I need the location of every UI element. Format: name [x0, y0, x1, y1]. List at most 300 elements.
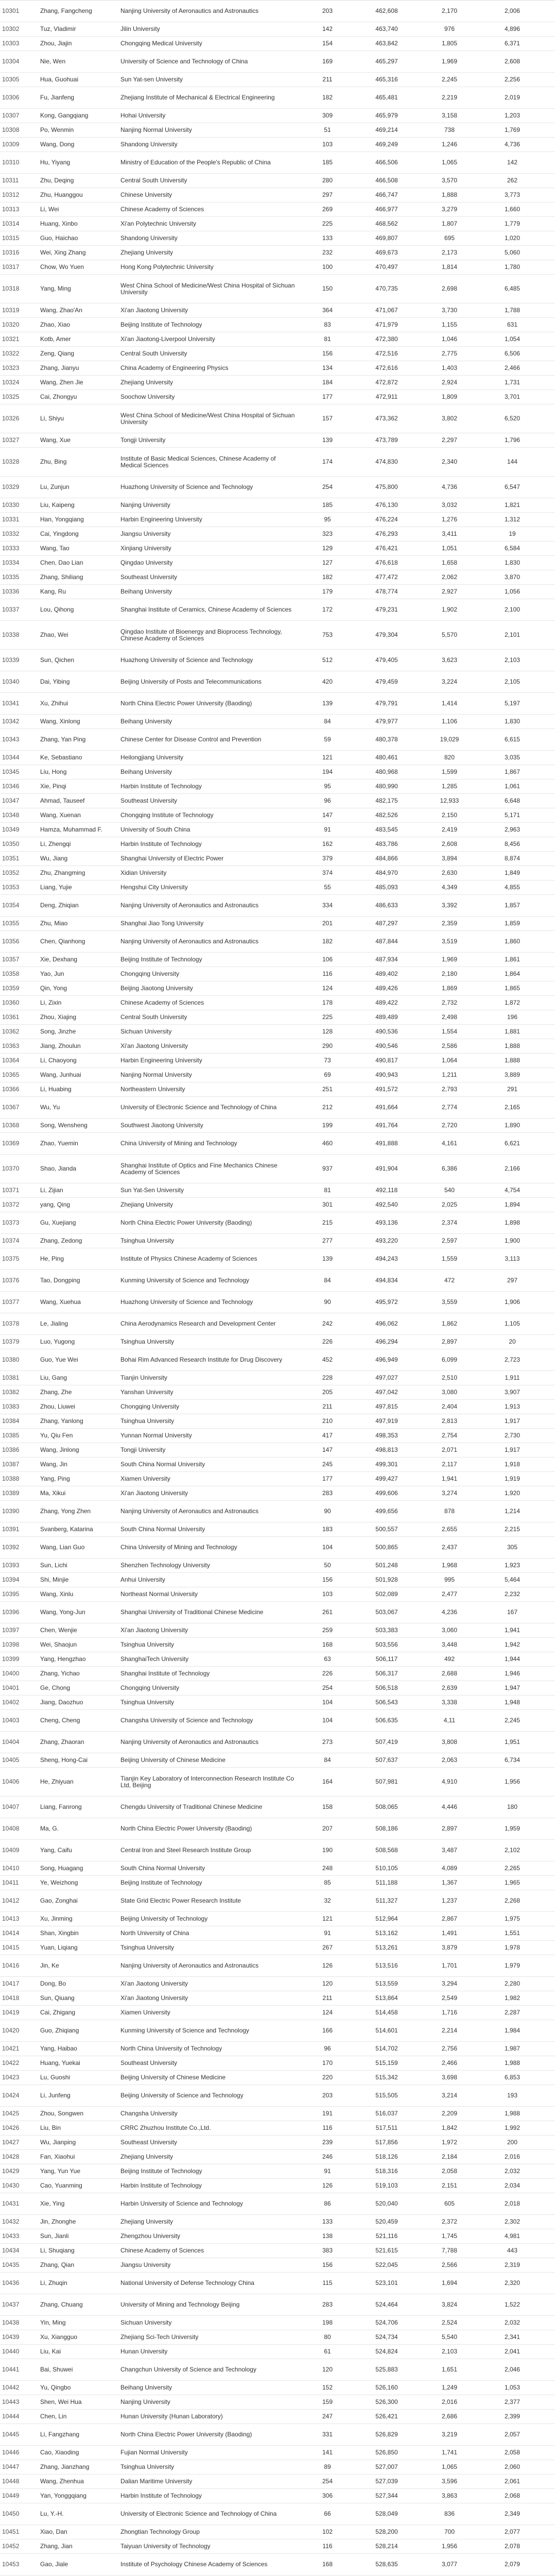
metric-b-value: 3,519	[441, 938, 458, 945]
author-name: Cai, Yingdong	[40, 531, 79, 537]
institution-name: Harbin Institute of Technology	[120, 2182, 202, 2189]
table-row	[0, 765, 555, 779]
metric-b-value: 2,698	[441, 285, 458, 292]
metric-b-value: 2,150	[441, 812, 458, 819]
institution-name: Harbin Institute of Technology	[120, 783, 202, 790]
row-id: 10416	[2, 1962, 20, 1969]
author-name: Huang, Xinbo	[40, 221, 78, 227]
author-name: Shi, Minjie	[40, 1577, 69, 1583]
table-row	[0, 1414, 555, 1429]
metric-a-value: 503,556	[375, 1641, 398, 1648]
table-row	[0, 852, 555, 866]
score-value: 177	[322, 394, 333, 400]
metric-c-value: 180	[507, 1804, 518, 1810]
institution-name: Qingdao University	[120, 560, 173, 566]
metric-a-value: 469,214	[375, 127, 398, 133]
metric-a-value: 469,673	[375, 249, 398, 256]
metric-c-value: 6,734	[504, 1757, 521, 1764]
table-row	[0, 2042, 555, 2056]
institution-name: Chongqing Medical University	[120, 40, 202, 47]
score-value: 84	[324, 1757, 331, 1764]
metric-a-value: 515,159	[375, 2060, 398, 2066]
metric-a-value: 493,136	[375, 1219, 398, 1226]
table-row	[0, 1385, 555, 1400]
author-name: Chen, Dao Lian	[40, 560, 83, 566]
author-name: Deng, Zhiqian	[40, 902, 79, 909]
metric-c-value: 1,988	[504, 2060, 521, 2066]
table-row	[0, 347, 555, 361]
metric-b-value: 4,236	[441, 1609, 458, 1616]
row-id: 10312	[2, 192, 20, 198]
metric-a-value: 511,327	[375, 1897, 398, 1904]
author-name: Shao, Jianda	[40, 1165, 77, 1172]
author-name: Zhang, Zedong	[40, 1238, 82, 1244]
author-name: Zhang, Yanlong	[40, 1418, 83, 1425]
metric-b-value: 3,894	[441, 855, 458, 862]
metric-b-value: 3,879	[441, 1944, 458, 1951]
row-id: 10370	[2, 1165, 20, 1172]
metric-c-value: 1,551	[504, 1930, 521, 1937]
metric-c-value: 6,547	[504, 484, 521, 490]
metric-c-value: 1,911	[505, 1375, 520, 1381]
score-value: 100	[322, 264, 333, 270]
metric-c-value: 1,859	[504, 920, 521, 927]
table-row	[0, 585, 555, 599]
score-value: 247	[322, 2413, 333, 2420]
score-value: 210	[322, 1418, 333, 1425]
metric-b-value: 3,224	[441, 679, 458, 685]
author-name: Gao, Zonghai	[40, 1897, 78, 1904]
row-id: 10369	[2, 1140, 20, 1147]
table-row	[0, 1458, 555, 1472]
metric-a-value: 527,344	[375, 2493, 398, 2499]
table-row	[0, 217, 555, 231]
author-name: Wang, Zhao'An	[40, 307, 82, 314]
author-name: Li, Shuqiang	[40, 2247, 75, 2254]
row-id: 10308	[2, 127, 20, 133]
score-value: 203	[322, 2092, 333, 2099]
author-name: Yang, Ping	[40, 1476, 70, 1482]
metric-c-value: 631	[507, 321, 518, 328]
metric-c-value: 1,978	[504, 1944, 521, 1951]
institution-name: University of Electronic Science and Technology of China	[120, 1104, 277, 1111]
table-row	[0, 1486, 555, 1501]
institution-name: China University of Mining and Technology	[120, 1140, 237, 1147]
metric-b-value: 3,863	[441, 2493, 458, 2499]
score-value: 183	[322, 1526, 333, 1533]
metric-a-value: 506,317	[375, 1670, 398, 1677]
metric-b-value: 472	[444, 1277, 455, 1284]
institution-name: Zhejiang Institute of Mechanical & Electrical Engineering	[120, 94, 275, 101]
metric-b-value: 4,910	[441, 1778, 458, 1785]
table-row	[0, 1876, 555, 1890]
author-name: Yu, Qingbo	[40, 2384, 71, 2391]
author-name: Chen, Lin	[40, 2413, 67, 2420]
score-value: 261	[322, 1609, 333, 1616]
metric-b-value: 2,655	[441, 1526, 458, 1533]
score-value: 127	[322, 560, 333, 566]
metric-a-value: 486,633	[375, 902, 398, 909]
author-name: Ke, Sebastiano	[40, 754, 82, 761]
metric-b-value: 1,155	[441, 321, 458, 328]
table-row	[0, 303, 555, 318]
row-id: 10372	[2, 1201, 20, 1208]
institution-name: Zhejiang Sci-Tech University	[120, 2334, 199, 2341]
institution-name: Beijing University of Chinese Medicine	[120, 1757, 226, 1764]
score-value: 142	[322, 26, 333, 32]
metric-b-value: 2,219	[441, 94, 458, 101]
table-row	[0, 1573, 555, 1587]
metric-c-value: 1,203	[504, 112, 521, 119]
table-row	[0, 794, 555, 808]
metric-b-value: 1,956	[441, 2543, 458, 2550]
author-name: Zhang, Jianyu	[40, 365, 79, 371]
row-id: 10398	[2, 1641, 20, 1648]
metric-c-value: 3,773	[504, 192, 521, 198]
metric-b-value: 1,694	[441, 2280, 458, 2286]
institution-name: Sun Yat-sen University	[120, 76, 183, 83]
row-id: 10319	[2, 307, 20, 314]
table-row	[0, 73, 555, 87]
score-value: 138	[322, 2233, 333, 2240]
score-value: 283	[322, 1490, 333, 1497]
metric-c-value: 1,888	[504, 1057, 521, 1064]
institution-name: Northeast Normal University	[120, 1591, 198, 1598]
institution-name: ShanghaiTech University	[120, 1656, 189, 1663]
metric-a-value: 491,572	[375, 1086, 398, 1093]
row-id: 10421	[2, 2045, 20, 2052]
metric-c-value: 2,730	[504, 1432, 521, 1439]
table-row	[0, 37, 555, 51]
metric-b-value: 1,701	[441, 1962, 458, 1969]
institution-name: Chinese Academy of Sciences	[120, 999, 204, 1006]
row-id: 10339	[2, 657, 20, 664]
metric-c-value: 8,456	[504, 841, 521, 848]
score-value: 85	[324, 1879, 331, 1886]
metric-a-value: 465,297	[375, 58, 398, 65]
author-name: Svanberg, Katarina	[40, 1526, 93, 1533]
metric-b-value: 2,754	[441, 1432, 458, 1439]
institution-name: Huazhong University of Science and Technology	[120, 657, 253, 664]
metric-c-value: 196	[507, 1014, 518, 1021]
author-name: Hua, Guohuai	[40, 76, 79, 83]
author-name: Guo, Yue Wei	[40, 1357, 78, 1363]
metric-a-value: 490,943	[375, 1072, 398, 1078]
metric-c-value: 1,867	[504, 769, 521, 775]
institution-name: Zhejiang University	[120, 2154, 174, 2160]
metric-a-value: 506,518	[375, 1685, 398, 1691]
institution-name: Sun Yat-Sen University	[120, 1187, 184, 1194]
score-value: 420	[322, 679, 333, 685]
author-name: Sun, Qiuang	[40, 1995, 75, 2002]
score-value: 121	[322, 1916, 333, 1922]
table-row	[0, 2006, 555, 2020]
score-value: 254	[322, 2478, 333, 2485]
metric-c-value: 1,918	[504, 1461, 521, 1468]
score-value: 301	[322, 1201, 333, 1208]
metric-c-value: 1,984	[504, 2027, 521, 2034]
metric-a-value: 489,402	[375, 971, 398, 977]
metric-a-value: 518,126	[375, 2154, 398, 2160]
metric-b-value: 1,807	[441, 221, 458, 227]
metric-c-value: 1,959	[504, 1825, 521, 1832]
metric-a-value: 489,489	[375, 1014, 398, 1021]
author-name: Jin, Ke	[40, 1962, 59, 1969]
metric-a-value: 496,949	[375, 1357, 398, 1363]
metric-a-value: 521,615	[375, 2247, 398, 2254]
table-row	[0, 390, 555, 404]
metric-c-value: 6,520	[504, 415, 521, 422]
author-name: Wu, Jianping	[40, 2139, 76, 2146]
metric-b-value: 3,032	[441, 502, 458, 509]
score-value: 215	[322, 1219, 333, 1226]
row-id: 10405	[2, 1757, 20, 1764]
row-id: 10412	[2, 1897, 20, 1904]
author-name: Zhao, Yuemin	[40, 1140, 78, 1147]
author-name: Li, Zixin	[40, 999, 62, 1006]
metric-c-value: 1,987	[504, 2045, 521, 2052]
author-name: Li, Fangzhang	[40, 2431, 80, 2438]
row-id: 10303	[2, 40, 20, 47]
row-id: 10394	[2, 1577, 20, 1583]
score-value: 331	[322, 2431, 333, 2438]
author-name: Zhang, Jianzhang	[40, 2464, 90, 2470]
metric-b-value: 3,392	[441, 902, 458, 909]
institution-name: Anhui University	[120, 1577, 165, 1583]
metric-a-value: 494,243	[375, 1256, 398, 1262]
score-value: 116	[322, 2125, 333, 2131]
institution-name: Beijing Institute of Technology	[120, 321, 202, 328]
table-row	[0, 1335, 555, 1349]
metric-b-value: 2,793	[441, 1086, 458, 1093]
metric-c-value: 1,522	[504, 2301, 521, 2308]
institution-name: Xi'an Jiaotong University	[120, 1627, 188, 1634]
metric-c-value: 262	[507, 177, 518, 184]
score-value: 306	[322, 2493, 333, 2499]
metric-a-value: 477,472	[375, 574, 398, 581]
institution-name: Tsinghua University	[120, 1238, 175, 1244]
score-value: 162	[322, 841, 333, 848]
metric-b-value: 492	[444, 1656, 455, 1663]
metric-b-value: 3,487	[441, 1847, 458, 1854]
author-name: Zhu, Bing	[40, 459, 67, 465]
metric-b-value: 2,340	[441, 459, 458, 465]
author-name: Xu, Zhihui	[40, 700, 68, 707]
institution-name: Beijing University of Posts and Telecommunications	[120, 679, 262, 685]
metric-b-value: 995	[444, 1577, 455, 1583]
metric-c-value: 1,979	[504, 1962, 521, 1969]
table-row	[0, 1068, 555, 1082]
institution-name: Nanjing University of Aeronautics and Astronautics	[120, 1508, 259, 1515]
metric-b-value: 1,888	[441, 192, 458, 198]
table-row	[0, 1941, 555, 1955]
table-row	[0, 1400, 555, 1414]
score-value: 134	[322, 365, 333, 371]
author-name: Nie, Wen	[40, 58, 66, 65]
row-id: 10441	[2, 2366, 20, 2373]
institution-name: Northeastern University	[120, 1086, 185, 1093]
row-id: 10350	[2, 841, 20, 848]
author-name: Hamza, Muhammad F.	[40, 826, 102, 833]
row-id: 10351	[2, 855, 20, 862]
metric-a-value: 479,231	[375, 606, 398, 613]
metric-a-value: 465,316	[375, 76, 398, 83]
institution-name: Chinese University	[120, 192, 172, 198]
metric-c-value: 1,830	[504, 718, 521, 725]
metric-a-value: 476,130	[375, 502, 398, 509]
author-name: Fu, Jianfeng	[40, 94, 75, 101]
institution-name: Tianjin Key Laboratory of Interconnection Research Institute Co Ltd, Beijing	[120, 1775, 294, 1789]
row-id: 10361	[2, 1014, 20, 1021]
table-row	[0, 2121, 555, 2136]
institution-name: Southeast University	[120, 2139, 178, 2146]
institution-name: Southeast University	[120, 574, 178, 581]
table-row	[0, 1234, 555, 1248]
score-value: 198	[322, 2319, 333, 2326]
table-row	[0, 404, 555, 433]
row-id: 10417	[2, 1980, 20, 1987]
row-id: 10356	[2, 938, 20, 945]
metric-b-value: 1,599	[441, 769, 458, 775]
author-name: Xu, Xiangguo	[40, 2334, 78, 2341]
author-name: Cai, Zhigang	[40, 2009, 76, 2016]
metric-c-value: 1,913	[504, 1403, 521, 1410]
score-value: 120	[322, 2366, 333, 2373]
score-value: 81	[324, 336, 331, 343]
institution-name: Sichuan University	[120, 1028, 172, 1035]
metric-b-value: 1,972	[441, 2139, 458, 2146]
author-name: Zhang, Zhaoran	[40, 1739, 84, 1745]
metric-c-value: 1,864	[504, 971, 521, 977]
metric-c-value: 5,060	[504, 249, 521, 256]
author-name: Yu, Qiu Fen	[40, 1432, 73, 1439]
metric-c-value: 2,319	[504, 2262, 521, 2268]
institution-name: Beihang University	[120, 718, 172, 725]
author-name: Zhang, Jian	[40, 2543, 73, 2550]
row-id: 10331	[2, 516, 20, 523]
row-id: 10343	[2, 736, 20, 743]
institution-name: Taiyuan University of Technology	[120, 2543, 211, 2550]
institution-name: Zhengzhou University	[120, 2233, 181, 2240]
score-value: 168	[322, 1641, 333, 1648]
author-name: Zhou, Liuwei	[40, 1403, 76, 1410]
row-id: 10390	[2, 1508, 20, 1515]
metric-b-value: 2,608	[441, 841, 458, 848]
metric-c-value: 2,963	[504, 826, 521, 833]
table-row	[0, 498, 555, 513]
table-row	[0, 1667, 555, 1681]
metric-b-value: 1,902	[441, 606, 458, 613]
metric-b-value: 3,570	[441, 177, 458, 184]
author-name: Wei, Shaojun	[40, 1641, 77, 1648]
metric-b-value: 3,279	[441, 206, 458, 213]
metric-a-value: 518,316	[375, 2168, 398, 2175]
institution-name: Harbin Engineering University	[120, 516, 202, 523]
metric-c-value: 2,101	[504, 632, 521, 638]
row-id: 10374	[2, 1238, 20, 1244]
table-row	[0, 556, 555, 570]
score-value: 283	[322, 2301, 333, 2308]
metric-c-value: 1,861	[504, 956, 521, 963]
metric-b-value: 1,106	[441, 718, 458, 725]
table-row	[0, 779, 555, 794]
table-row	[0, 202, 555, 217]
institution-name: North China Electric Power University (Baoding)	[120, 2431, 252, 2438]
author-name: Yang, Haibao	[40, 2045, 77, 2052]
metric-b-value: 2,058	[441, 2168, 458, 2175]
table-row	[0, 1010, 555, 1025]
metric-b-value: 2,466	[441, 2060, 458, 2066]
metric-b-value: 6,099	[441, 1357, 458, 1363]
table-row	[0, 1371, 555, 1385]
metric-b-value: 1,842	[441, 2125, 458, 2131]
institution-name: Shanghai Institute of Technology	[120, 1670, 210, 1677]
author-name: Qin, Yong	[40, 985, 67, 992]
table-row	[0, 2381, 555, 2395]
score-value: 96	[324, 798, 331, 804]
table-row	[0, 2424, 555, 2446]
institution-name: University of Mining and Technology Beijing	[120, 2301, 240, 2308]
metric-c-value: 2,245	[504, 1717, 521, 1724]
institution-name: Beijing Institute of Technology	[120, 2168, 202, 2175]
author-name: Wang, Dong	[40, 141, 75, 148]
row-id: 10305	[2, 76, 20, 83]
metric-c-value: 2,041	[504, 2348, 521, 2355]
row-id: 10311	[2, 177, 19, 184]
author-name: Yang, Yun Yue	[40, 2168, 81, 2175]
metric-a-value: 474,830	[375, 459, 398, 465]
table-row	[0, 917, 555, 931]
metric-b-value: 2,063	[441, 1757, 458, 1764]
table-row	[0, 376, 555, 390]
metric-b-value: 2,524	[441, 2319, 458, 2326]
score-value: 103	[322, 141, 333, 148]
institution-name: Beijing University of Technology	[120, 1916, 208, 1922]
metric-c-value: 2,100	[504, 606, 521, 613]
metric-a-value: 503,067	[375, 1609, 398, 1616]
institution-name: Chongqing University	[120, 1685, 180, 1691]
row-id: 10420	[2, 2027, 20, 2034]
metric-c-value: 1,780	[504, 264, 521, 270]
row-id: 10436	[2, 2280, 20, 2286]
metric-a-value: 508,568	[375, 1847, 398, 1854]
table-row	[0, 2539, 555, 2554]
metric-a-value: 515,342	[375, 2074, 398, 2081]
score-value: 226	[322, 1338, 333, 1345]
score-value: 191	[322, 2110, 333, 2117]
metric-a-value: 469,807	[375, 235, 398, 242]
institution-name: Harbin Institute of Technology	[120, 2493, 202, 2499]
institution-name: Chinese Academy of Sciences	[120, 206, 204, 213]
metric-a-value: 462,608	[375, 8, 398, 14]
institution-name: Chengdu University of Traditional Chinese Medicine	[120, 1804, 263, 1810]
metric-c-value: 2,349	[504, 2511, 521, 2517]
table-row	[0, 1522, 555, 1537]
table-row	[0, 996, 555, 1010]
table-row	[0, 433, 555, 448]
metric-c-value: 1,898	[504, 1219, 521, 1226]
author-name: Sheng, Hong-Cai	[40, 1757, 88, 1764]
row-id: 10352	[2, 870, 20, 876]
metric-c-value: 1,890	[504, 1122, 521, 1129]
author-name: Li, Junfeng	[40, 2092, 71, 2099]
institution-name: Sichuan University	[120, 2319, 172, 2326]
row-id: 10366	[2, 1086, 20, 1093]
author-name: Wang, Zhenhua	[40, 2478, 84, 2485]
institution-name: Shandong University	[120, 235, 178, 242]
author-name: Cao, Xiaoding	[40, 2449, 79, 2456]
metric-c-value: 1,830	[504, 560, 521, 566]
